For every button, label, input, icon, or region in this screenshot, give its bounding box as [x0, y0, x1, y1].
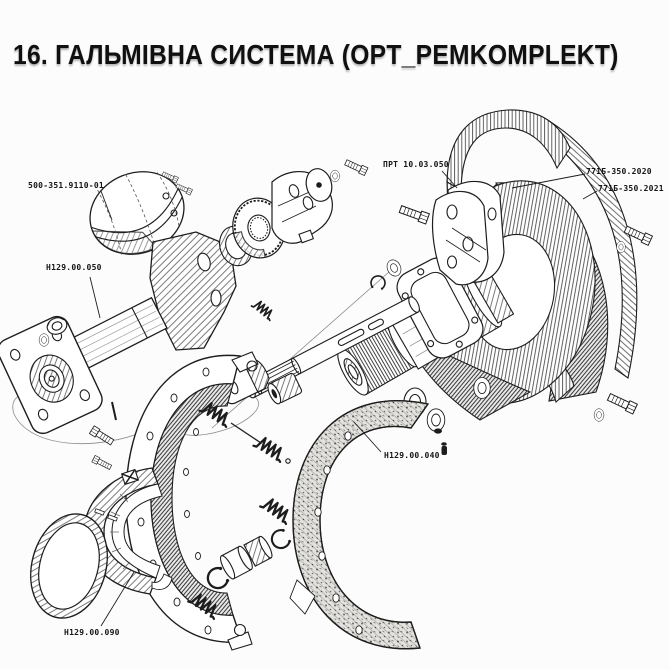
- anchor-bracket: [433, 181, 504, 284]
- page-title: 16. ГАЛЬМІВНА СИСТЕМА (OPT_PEMKOMPLEKT): [13, 39, 619, 70]
- shoe-rollers: [218, 534, 275, 581]
- part-label-shoe-lining: Н129.00.040: [384, 451, 440, 460]
- part-label-shield-upper: 771Б-350.2020: [586, 167, 652, 176]
- part-label-bracket: Н129.00.050: [46, 263, 102, 272]
- part-label-shield-outer: 771Б-350.2021: [598, 184, 664, 193]
- slack-adjuster: [215, 158, 368, 270]
- part-label-shoe-rim: Н129.00.090: [64, 628, 120, 637]
- brake-shoe-lining: [290, 401, 428, 649]
- part-label-brake-chamber: 500-351.9110-01: [28, 181, 104, 190]
- part-label-anchor-bracket: ПРТ 10.03.050: [383, 160, 449, 169]
